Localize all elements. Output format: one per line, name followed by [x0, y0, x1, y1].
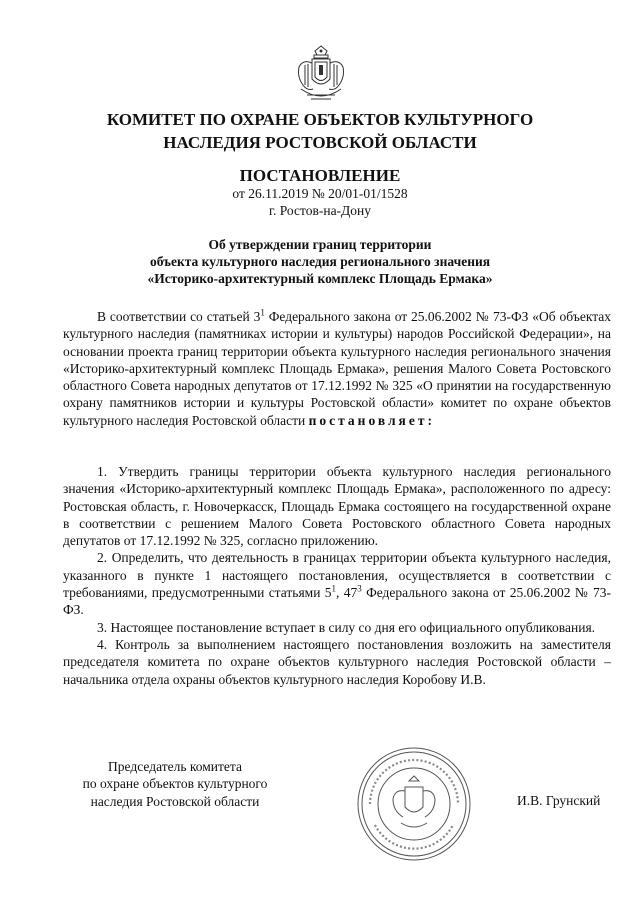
position-line-1: Председатель комитета	[108, 759, 242, 774]
organization-name	[0, 108, 640, 154]
signatory-position	[60, 758, 290, 810]
decree-subject	[0, 236, 640, 287]
decree-items	[63, 463, 611, 688]
decree-city: г. Ростов-на-Дону	[268, 203, 371, 218]
preamble-paragraph	[63, 308, 611, 429]
subject-line-1: Об утверждении границ территории	[208, 237, 432, 252]
decree-meta	[0, 185, 640, 219]
resolves-word: постановляет:	[308, 412, 435, 428]
subject-line-3: «Историко-архитектурный комплекс Площадь Ермака»	[147, 271, 493, 286]
item-2	[63, 549, 611, 618]
item-3: 3. Настоящее постановление вступает в силу со дня его официального опубликования.	[97, 619, 596, 635]
signatory-name: И.В. Грунский	[517, 793, 601, 808]
item-2-sup-2: 3	[357, 583, 362, 594]
item-2-text-2: , 47	[336, 585, 358, 601]
item-1: 1. Утвердить границы территории объекта культурного наследия регионального значения «Историко-архитектурный комплекс Площадь Ермака», расположенного по адресу: Ростовская область, г. Новочеркасск, Площадь Ермака состоящего на государственной охране в соответствии с решением Малого Совета Ростовского областного Совета народных депутатов от 17.12.1992 № 325, согласно приложению.	[63, 464, 611, 549]
org-line-2: НАСЛЕДИЯ РОСТОВСКОЙ ОБЛАСТИ	[163, 133, 477, 152]
org-line-1: КОМИТЕТ ПО ОХРАНЕ ОБЪЕКТОВ КУЛЬТУРНОГО	[106, 110, 534, 129]
subject-line-2: объекта культурного наследия регионального значения	[149, 254, 491, 269]
item-2-text-1: 2. Определить, что деятельность в границах территории объекта культурного наследия, указанного в пункте 1 настоящего постановления, осуществляется в соответствии с требованиями, предусмотренными статьями 5	[63, 550, 611, 601]
coat-of-arms-emblem	[293, 45, 349, 107]
decree-date-number: от 26.11.2019 № 20/01-01/1528	[232, 186, 408, 201]
preamble-sup: 1	[260, 307, 265, 318]
position-line-3: наследия Ростовской области	[90, 793, 260, 809]
preamble-text-2: Федерального закона от 25.06.2002 № 73-ФЗ «Об объектах культурного наследия (памятниках истории и культуры) народов Российской Федерации», на основании проекта границ территории объекта культурного наследия регионального значения «Историко-архитектурный комплекс Площадь Ермака», решения Малого Совета Ростовского областного Совета народных депутатов от 17.12.1992 № 325 «О принятии на государственную охрану памятников истории и культуры Ростовской области» комитет по охране объектов культурного наследия Ростовской области	[63, 309, 612, 428]
official-seal-stamp	[355, 745, 473, 863]
decree-title: ПОСТАНОВЛЕНИЕ	[239, 166, 401, 185]
item-2-text-3: Федерального закона от 25.06.2002 № 73-ФЗ.	[63, 585, 611, 618]
position-line-2: по охране объектов культурного	[82, 776, 268, 792]
item-2-sup-1: 1	[331, 583, 337, 594]
preamble-text-1: В соответствии со статьей 3	[97, 309, 261, 324]
item-4: 4. Контроль за выполнением настоящего постановления возложить на заместителя председателя комитета по охране объектов культурного наследия Ростовской области – начальника отдела охраны объектов культурного наследия Коробову И.В.	[63, 636, 611, 687]
